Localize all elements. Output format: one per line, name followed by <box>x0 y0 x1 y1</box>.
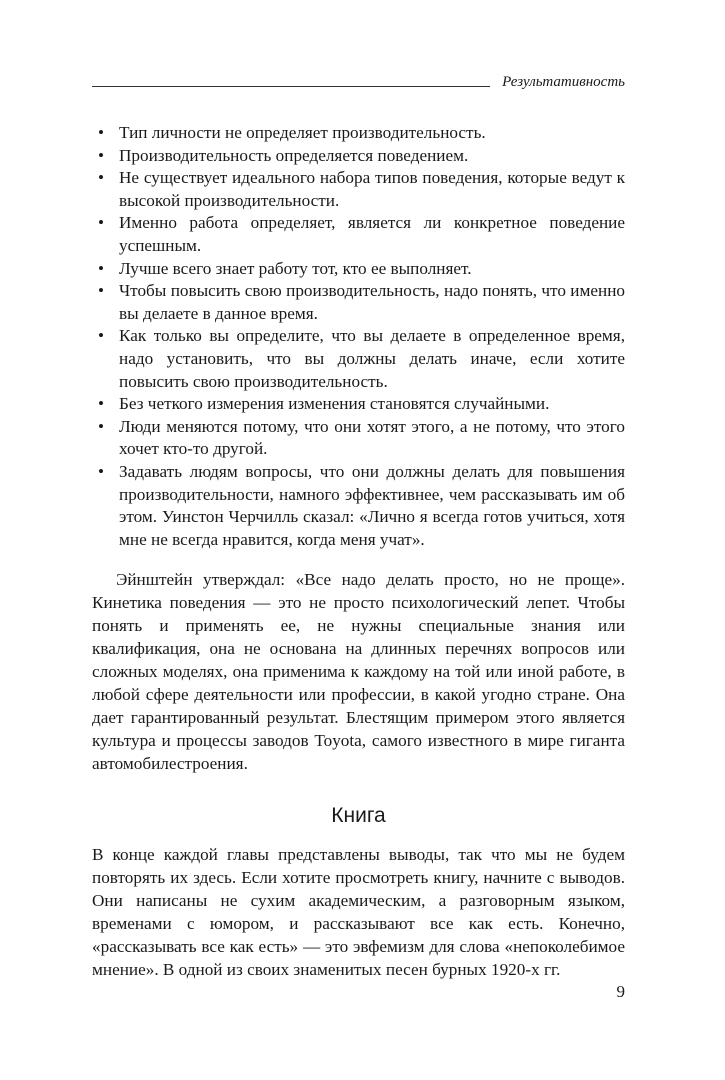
running-head-title: Результативность <box>502 74 625 90</box>
list-item: • Не существует идеального набора типов поведения, которые ведут к высокой производительности. <box>92 167 625 212</box>
section-heading: Книга <box>331 804 386 828</box>
list-item: • Производительность определяется поведением. <box>92 145 625 168</box>
paragraph-book: В конце каждой главы представлены выводы, так что мы не будем повторять их здесь. Если хотите просмотреть книгу, начните с выводов. Они написаны не сухим академическим, а разговорным языком, временами с юмором, и рассказывают все как есть. Конечно, «рассказывать все как есть» — это эвфемизм для слова «непоколебимое мнение». В одной из своих знаменитых песен бурных 1920-х гг. <box>92 845 625 979</box>
bullet-list <box>92 122 625 551</box>
list-item: • Чтобы повысить свою производительность, надо понять, что именно вы делаете в данное время. <box>92 280 625 325</box>
page-number: 9 <box>616 982 625 1001</box>
header-rule <box>92 86 490 87</box>
list-item: • Именно работа определяет, является ли конкретное поведение успешным. <box>92 212 625 257</box>
list-item: • Задавать людям вопросы, что они должны делать для повышения производительности, намного эффективнее, чем рассказывать им об этом. Уинстон Черчилль сказал: «Лично я всегда готов учиться, хотя мне не всегда нравится, когда меня учат». <box>92 461 625 551</box>
paragraph-einstein: Эйнштейн утверждал: «Все надо делать просто, но не проще». Кинетика поведения — это не просто психологический лепет. Чтобы понять и применять ее, не нужны специальные знания или квалификация, она не основана на длинных перечнях вопросов или сложных моделях, она применима к каждому на той или иной работе, в любой сфере деятельности или профессии, в какой угодно стране. Она дает гарантированный результат. Блестящим примером этого является культура и процессы заводов Toyota, самого известного в мире гиганта автомобилестроения. <box>92 570 625 773</box>
list-item: • Как только вы определите, что вы делаете в определенное время, надо установить, что вы должны делать иначе, если хотите повысить свою производительность. <box>92 325 625 393</box>
list-item: • Лучше всего знает работу тот, кто ее выполняет. <box>92 258 625 281</box>
list-item: • Тип личности не определяет производительность. <box>92 122 625 145</box>
list-item: • Без четкого измерения изменения становятся случайными. <box>92 393 625 416</box>
page-body <box>92 122 625 982</box>
list-item: • Люди меняются потому, что они хотят этого, а не потому, что этого хочет кто-то другой. <box>92 416 625 461</box>
running-head <box>92 74 625 91</box>
